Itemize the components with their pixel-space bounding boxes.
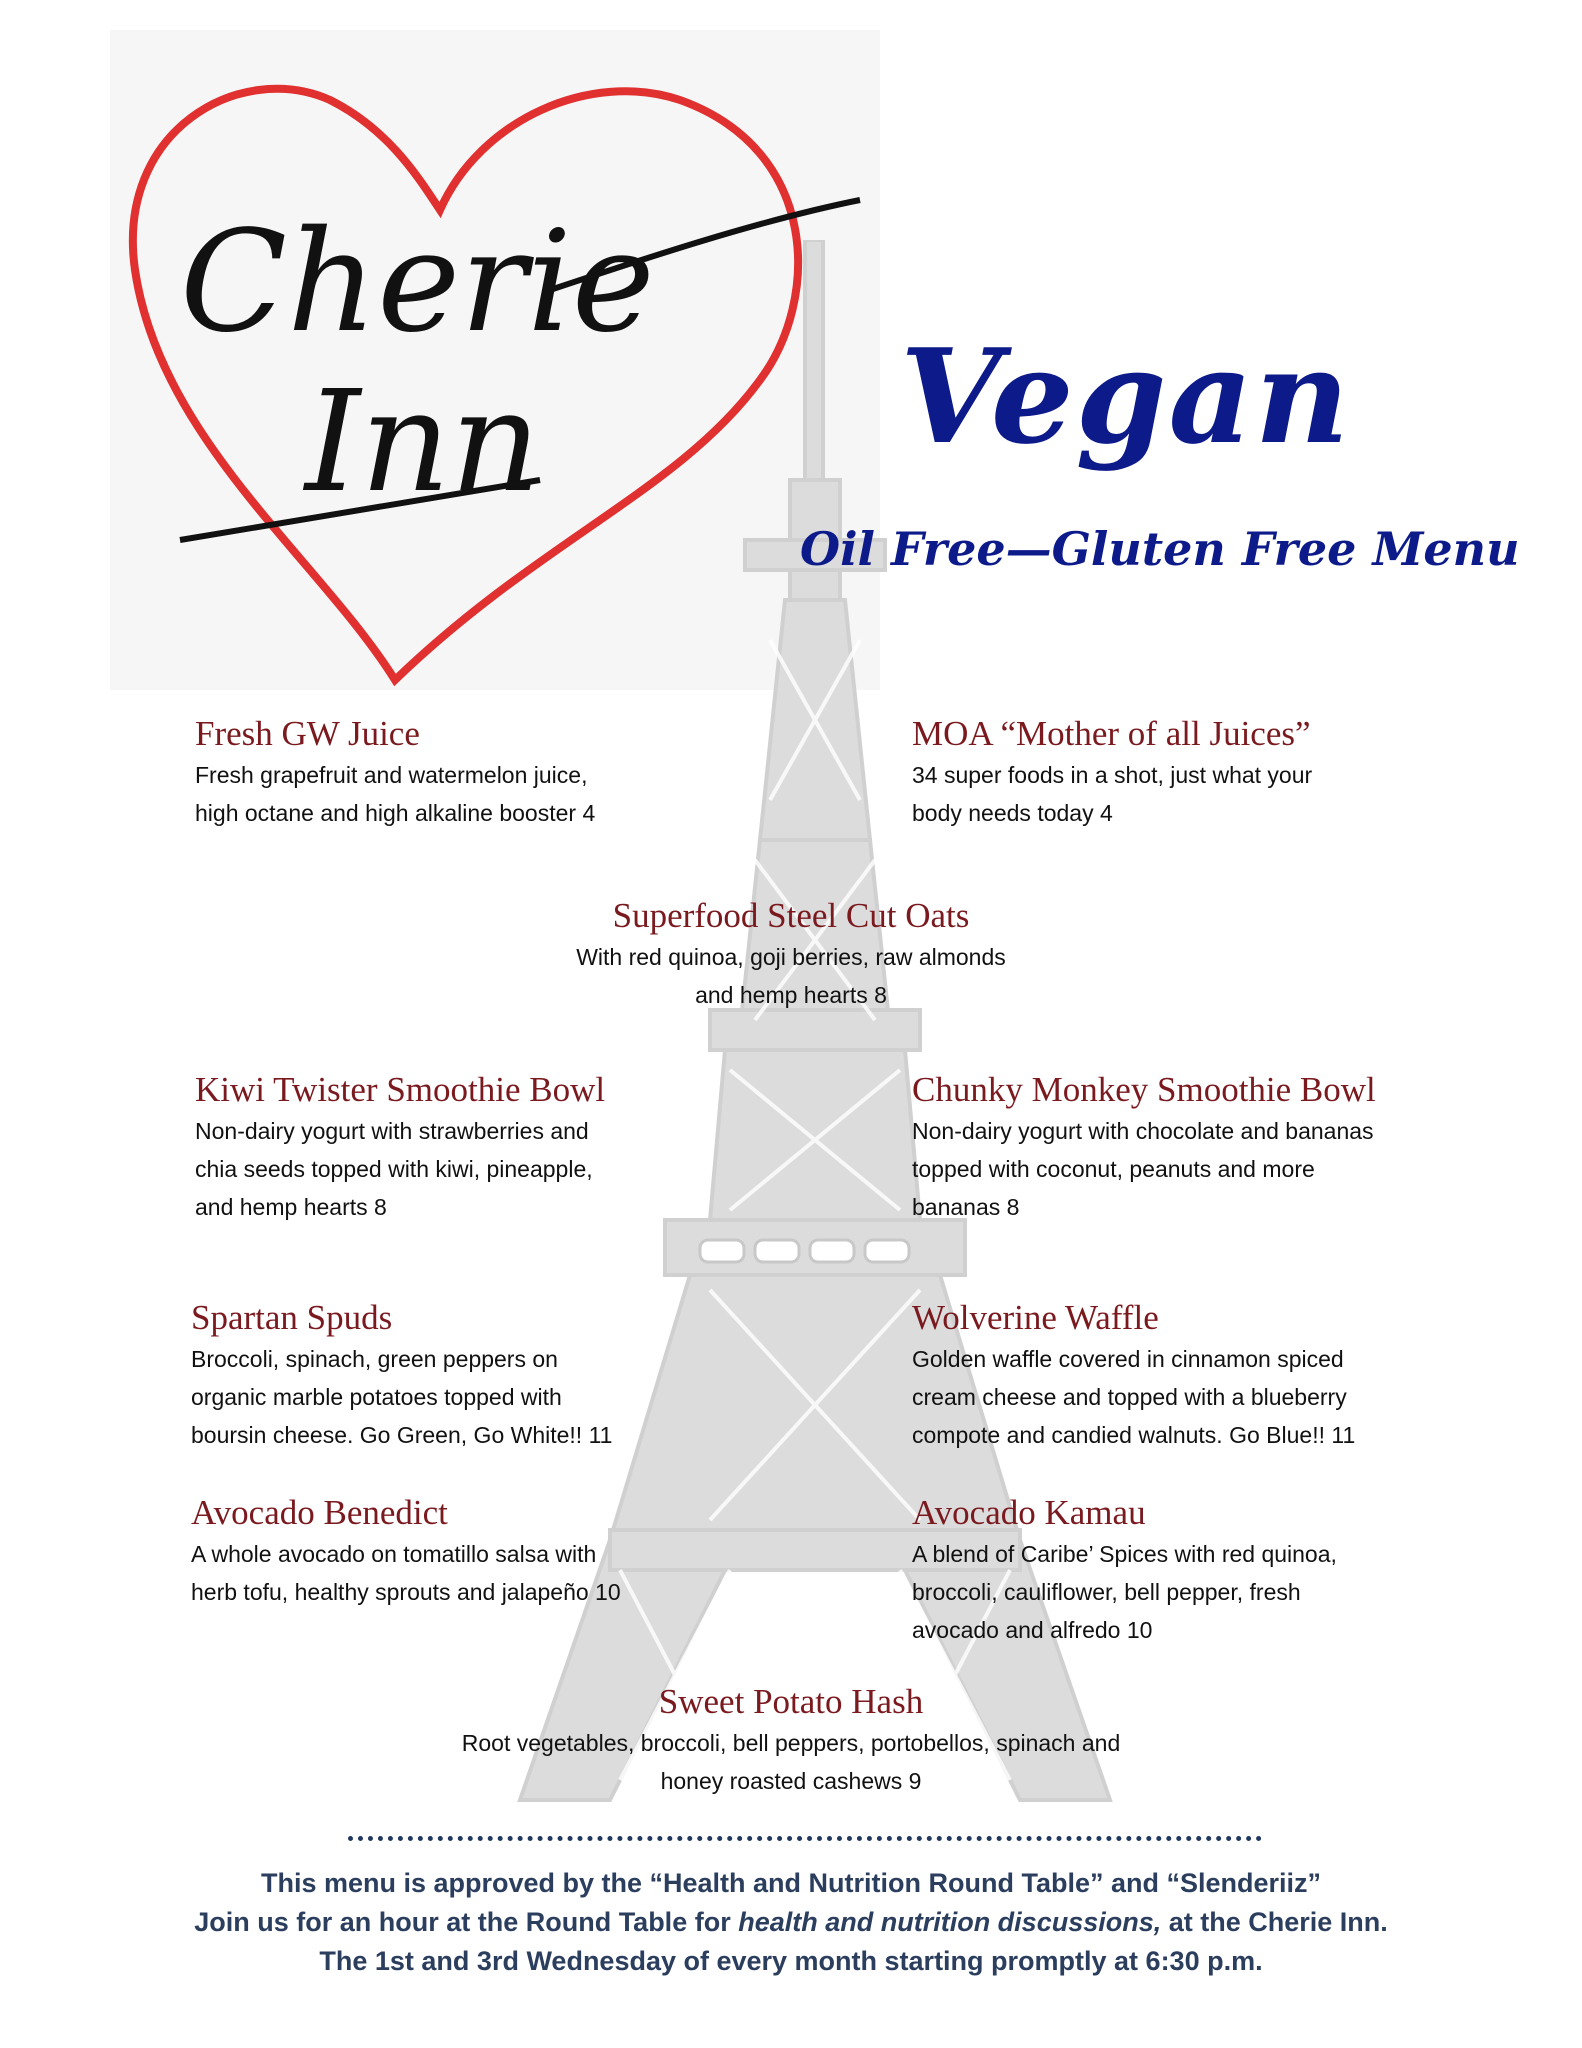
item-description-line: organic marble potatoes topped with [191, 1384, 562, 1410]
item-name: Avocado Benedict [191, 1493, 448, 1532]
menu-item-kiwi-twister [195, 1068, 605, 1226]
item-description-line: boursin cheese. Go Green, Go White!! 11 [191, 1422, 613, 1448]
item-description-line: avocado and alfredo 10 [912, 1617, 1153, 1643]
footer-line-2-end: at the Cherie Inn. [1161, 1907, 1388, 1937]
item-description-line: With red quinoa, goji berries, raw almonds [576, 944, 1006, 970]
footer-line-2-start: Join us for an hour at the Round Table for [194, 1907, 739, 1937]
item-name: Spartan Spuds [191, 1298, 393, 1337]
item-name: Kiwi Twister Smoothie Bowl [195, 1070, 606, 1109]
item-name: Superfood Steel Cut Oats [612, 896, 970, 935]
item-description-line: bananas 8 [912, 1194, 1020, 1220]
menu-item-avocado-benedict [191, 1491, 621, 1611]
item-description-line: Golden waffle covered in cinnamon spiced [912, 1346, 1344, 1372]
item-description-line: high octane and high alkaline booster 4 [195, 800, 596, 826]
item-description-line: Non-dairy yogurt with chocolate and bananas [912, 1118, 1374, 1144]
menu-item-superfood-oats [391, 894, 1191, 1014]
item-description-line: and hemp hearts 8 [695, 982, 887, 1008]
item-description-line: Fresh grapefruit and watermelon juice, [195, 762, 588, 788]
footer-line-2-emphasis: health and nutrition discussions, [738, 1907, 1162, 1937]
item-description-line: A whole avocado on tomatillo salsa with [191, 1541, 597, 1567]
item-description-line: and hemp hearts 8 [195, 1194, 387, 1220]
item-name: MOA “Mother of all Juices” [912, 714, 1311, 753]
item-description-line: 34 super foods in a shot, just what your [912, 762, 1313, 788]
item-description-line: broccoli, cauliflower, bell pepper, fresh [912, 1579, 1301, 1605]
item-description-line: herb tofu, healthy sprouts and jalapeño 10 [191, 1579, 621, 1605]
menu-subtitle: Oil Free—Gluten Free Menu [800, 522, 1520, 576]
menu-item-wolverine-waffle [912, 1296, 1355, 1454]
item-description-line: Root vegetables, broccoli, bell peppers, portobellos, spinach and [461, 1730, 1121, 1756]
item-description-line: cream cheese and topped with a blueberry [912, 1384, 1347, 1410]
item-description-line: Non-dairy yogurt with strawberries and [195, 1118, 589, 1144]
logo-name-line1: Cherie [180, 201, 655, 364]
footer-note [0, 1864, 1582, 1981]
menu-item-spartan-spuds [191, 1296, 612, 1454]
item-description-line: body needs today 4 [912, 800, 1113, 826]
item-description-line: A blend of Caribe’ Spices with red quinoa, [912, 1541, 1337, 1567]
logo-name-line2: Inn [305, 361, 541, 524]
footer-line-2 [0, 1903, 1582, 1942]
item-description-line: honey roasted cashews 9 [660, 1768, 922, 1794]
cherie-inn-logo [120, 40, 880, 700]
footer-line-3: The 1st and 3rd Wednesday of every month starting promptly at 6:30 p.m. [319, 1946, 1263, 1976]
item-name: Fresh GW Juice [195, 714, 420, 753]
item-description-line: Broccoli, spinach, green peppers on [191, 1346, 558, 1372]
item-name: Chunky Monkey Smoothie Bowl [912, 1070, 1376, 1109]
menu-item-chunky-monkey [912, 1068, 1376, 1226]
menu-item-fresh-gw-juice [195, 712, 595, 832]
item-name: Wolverine Waffle [912, 1298, 1159, 1337]
menu-item-moa-juice [912, 712, 1312, 832]
item-name: Avocado Kamau [912, 1493, 1146, 1532]
item-name: Sweet Potato Hash [658, 1682, 924, 1721]
dotted-divider [348, 1836, 1262, 1841]
menu-title: Vegan [900, 320, 1352, 473]
footer-line-1: This menu is approved by the “Health and Nutrition Round Table” and “Slenderiiz” [260, 1868, 1322, 1898]
item-description-line: topped with coconut, peanuts and more [912, 1156, 1315, 1182]
menu-item-sweet-potato-hash [341, 1680, 1241, 1800]
item-description-line: compote and candied walnuts. Go Blue!! 11 [912, 1422, 1356, 1448]
menu-item-avocado-kamau [912, 1491, 1337, 1649]
item-description-line: chia seeds topped with kiwi, pineapple, [195, 1156, 593, 1182]
